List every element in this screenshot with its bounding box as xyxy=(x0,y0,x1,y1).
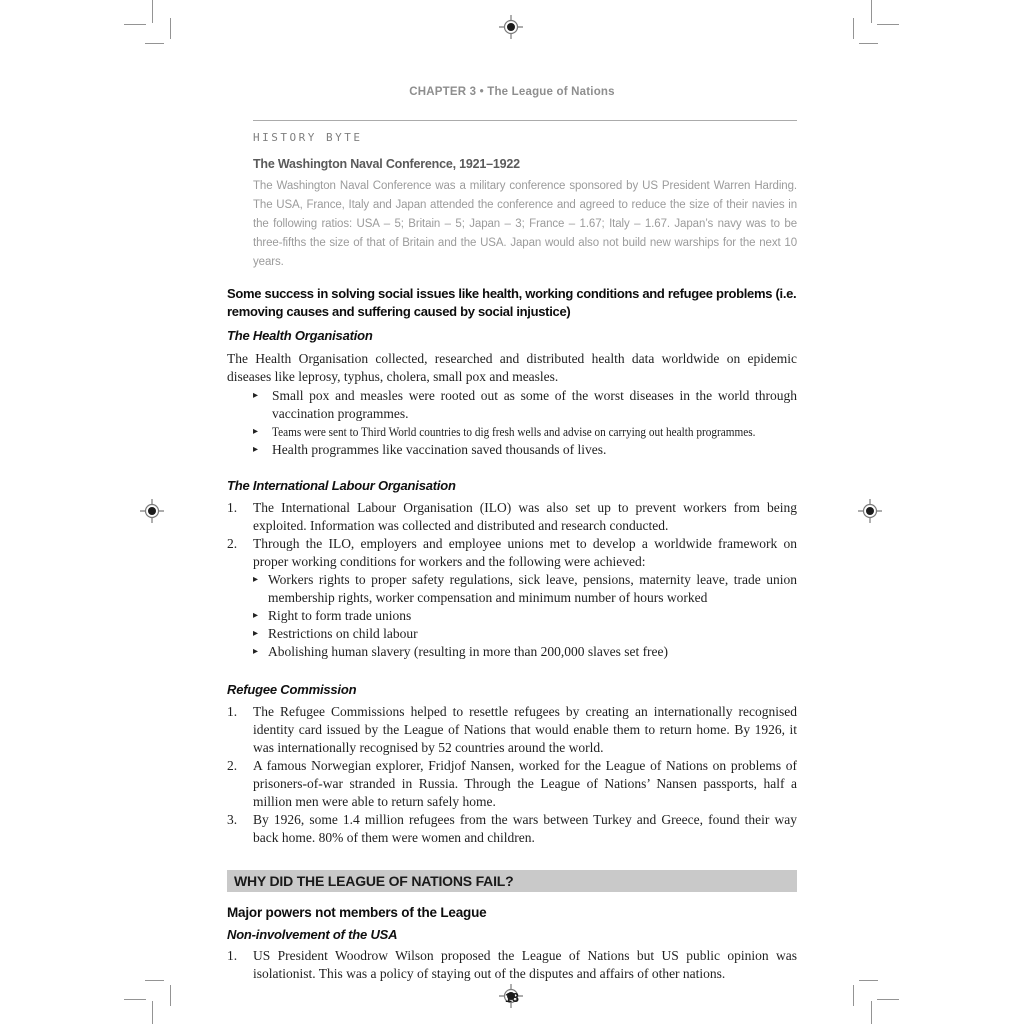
bullet-text: Restrictions on child labour xyxy=(268,626,418,641)
history-byte-label: HISTORY BYTE xyxy=(253,131,363,144)
crop-mark-icon xyxy=(877,24,899,25)
bullet-triangle-icon: ▸ xyxy=(253,444,259,455)
subheading-ilo: The International Labour Organisation xyxy=(227,478,456,493)
bullet-triangle-icon: ▸ xyxy=(253,574,259,585)
list-number: 1. xyxy=(227,948,238,963)
crop-mark-icon xyxy=(170,18,171,39)
list-item xyxy=(227,423,797,441)
registration-mark-icon xyxy=(858,499,882,523)
list-number: 1. xyxy=(227,500,238,515)
crop-mark-icon xyxy=(871,1001,872,1024)
list-item xyxy=(227,441,797,459)
subheading-non-involvement-usa: Non-involvement of the USA xyxy=(227,927,398,942)
crop-mark-icon xyxy=(877,999,899,1000)
list-item xyxy=(253,607,797,625)
bullet-text: Right to form trade unions xyxy=(268,608,412,623)
list-item xyxy=(253,571,797,607)
list-item xyxy=(253,643,797,661)
bullet-triangle-icon: ▸ xyxy=(253,426,259,437)
crop-mark-icon xyxy=(152,0,153,23)
registration-mark-icon xyxy=(140,499,164,523)
bullet-triangle-icon: ▸ xyxy=(253,610,259,621)
subheading-refugee-commission: Refugee Commission xyxy=(227,682,357,697)
registration-mark-icon xyxy=(499,15,523,39)
crop-mark-icon xyxy=(853,985,854,1006)
section-heading-why-league-failed: WHY DID THE LEAGUE OF NATIONS FAIL? xyxy=(227,870,797,892)
list-number: 2. xyxy=(227,536,238,551)
ilo-numbered-list xyxy=(227,499,797,661)
list-item-text: Through the ILO, employers and employee unions met to develop a worldwide framework on proper working conditions for workers and the following were achieved: xyxy=(253,536,797,569)
usa-numbered-list xyxy=(227,947,797,983)
crop-mark-icon xyxy=(853,18,854,39)
history-byte-body: The Washington Naval Conference was a military conference sponsored by US President Warren Harding. The USA, France, Italy and Japan attended the conference and agreed to reduce the size of their navies in the following ratios: USA – 5; Britain – 5; Japan – 3; France – 1.67; Italy – 1.67. Japan’s navy was to be three-fifths the size of that of Britain and the USA. Japan would also not build new warships for the next 10 years. xyxy=(253,180,797,268)
crop-mark-icon xyxy=(124,999,146,1000)
crop-mark-icon xyxy=(871,0,872,23)
crop-mark-icon xyxy=(124,24,146,25)
list-item-text: By 1926, some 1.4 million refugees from the wars between Turkey and Greece, found their way back home. 80% of them were women and children. xyxy=(253,812,797,845)
list-number: 2. xyxy=(227,758,238,773)
bullet-triangle-icon: ▸ xyxy=(253,390,259,401)
list-number: 1. xyxy=(227,704,238,719)
list-item xyxy=(227,811,797,847)
list-item xyxy=(227,535,797,661)
crop-mark-icon xyxy=(145,43,164,44)
list-item-text: US President Woodrow Wilson proposed the League of Nations but US public opinion was isolationist. This was a policy of staying out of the disputes and affairs of other nations. xyxy=(253,948,797,981)
chapter-header: CHAPTER 3 • The League of Nations xyxy=(409,86,615,98)
bullet-text: Health programmes like vaccination saved thousands of lives. xyxy=(272,442,607,457)
refugee-numbered-list xyxy=(227,703,797,847)
list-item xyxy=(227,947,797,983)
crop-mark-icon xyxy=(152,1001,153,1024)
bullet-triangle-icon: ▸ xyxy=(253,628,259,639)
crop-mark-icon xyxy=(859,980,878,981)
list-item-text: The International Labour Organisation (ILO) was also set up to prevent workers from being exploited. Information was collected and distributed and research conducted. xyxy=(253,500,797,533)
list-item xyxy=(227,499,797,535)
list-item xyxy=(227,703,797,757)
crop-mark-icon xyxy=(145,980,164,981)
subheading-health-organisation: The Health Organisation xyxy=(227,328,373,343)
bullet-triangle-icon: ▸ xyxy=(253,646,259,657)
history-byte-box xyxy=(253,120,797,272)
crop-mark-icon xyxy=(859,43,878,44)
bullet-text: Teams were sent to Third World countries to dig fresh wells and advise on carrying out health programmes. xyxy=(272,425,756,439)
history-byte-title: The Washington Naval Conference, 1921–1922 xyxy=(253,157,520,171)
section-heading-social-success: Some success in solving social issues like health, working conditions and refugee problems (i.e. removing causes and suffering caused by social injustice) xyxy=(227,286,797,319)
page-content xyxy=(227,86,797,1005)
list-item-text: The Refugee Commissions helped to resettle refugees by creating an internationally recognised identity card issued by the League of Nations that would enable them to return home. By 1926, it was internationally recognised by 52 countries around the world. xyxy=(253,704,797,755)
health-bullet-list xyxy=(227,387,797,459)
bullet-text: Small pox and measles were rooted out as some of the worst diseases in the world through vaccination programmes. xyxy=(272,388,797,421)
list-number: 3. xyxy=(227,812,238,827)
paragraph-health-intro: The Health Organisation collected, researched and distributed health data worldwide on epidemic diseases like leprosy, typhus, cholera, small pox and measles. xyxy=(227,351,797,384)
crop-mark-icon xyxy=(170,985,171,1006)
list-item-text: A famous Norwegian explorer, Fridjof Nansen, worked for the League of Nations on problems of prisoners-of-war stranded in Russia. Through the League of Nations’ Nansen passports, half a million men were able to return safely home. xyxy=(253,758,797,809)
list-item xyxy=(227,387,797,423)
bullet-text: Workers rights to proper safety regulations, sick leave, pensions, maternity leave, trade union membership rights, worker compensation and minimum number of hours worked xyxy=(268,572,797,605)
subheading-major-powers: Major powers not members of the League xyxy=(227,905,487,920)
list-item xyxy=(227,757,797,811)
page-number: 13 xyxy=(505,991,519,1005)
bullet-text: Abolishing human slavery (resulting in more than 200,000 slaves set free) xyxy=(268,644,669,659)
ilo-sub-bullet-list xyxy=(253,571,797,661)
history-byte-rule xyxy=(253,120,797,121)
list-item xyxy=(253,625,797,643)
